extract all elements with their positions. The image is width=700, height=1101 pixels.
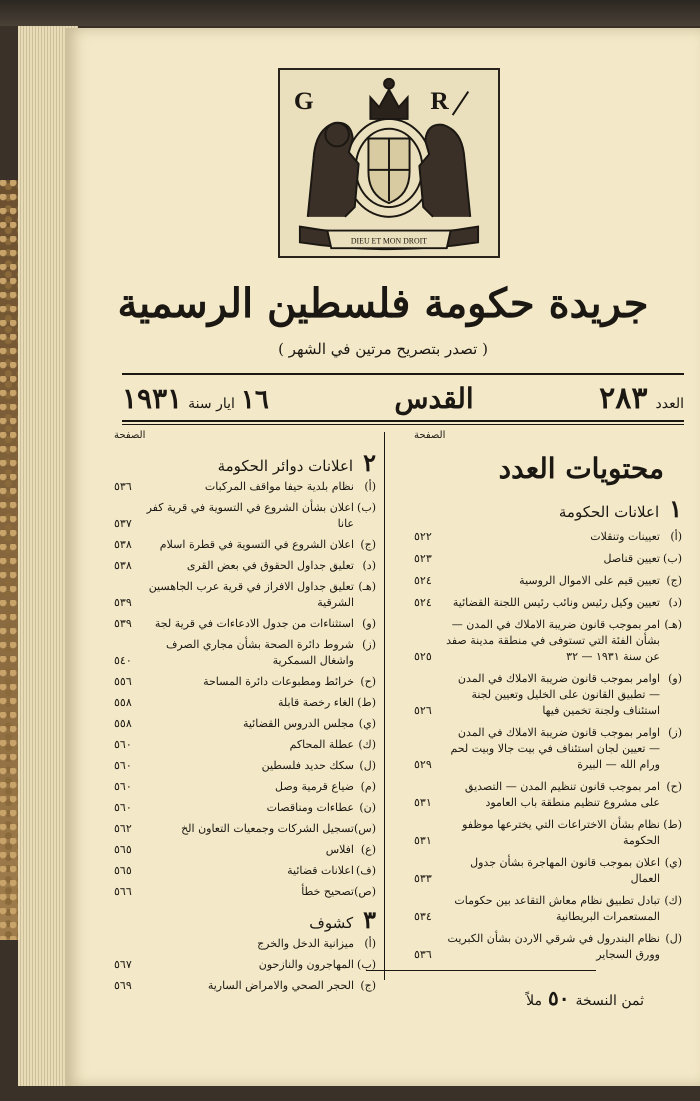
entry-letter: (م) (360, 780, 376, 793)
entry-page-number: ٥٢٢ (414, 530, 432, 543)
entry-letter: (ج) (360, 538, 376, 551)
page-column-header: الصفحة (414, 430, 446, 441)
contents-entry (114, 800, 376, 816)
masthead-rule-thin (122, 424, 684, 425)
entry-page-number: ٥٣٣ (414, 872, 432, 885)
contents-title: محتويات العدد (498, 452, 664, 485)
contents-entry (114, 863, 376, 879)
entry-page-number: ٥٦٠ (114, 780, 132, 793)
section-2-heading (114, 448, 376, 477)
arms-initial-r: R (430, 86, 449, 116)
entry-letter: (ح) (360, 675, 376, 688)
entry-text: المهاجرون والنازحون (258, 958, 354, 971)
entry-letter: (ع) (360, 843, 376, 856)
section-number: ١ (669, 494, 682, 523)
entry-letter: (ل) (665, 932, 682, 945)
entry-letter: (أ) (364, 937, 376, 950)
contents-entry (414, 617, 682, 665)
entry-letter: (د) (362, 559, 376, 572)
entry-page-number: ٥٦٦ (114, 885, 132, 898)
section-1-entries (414, 529, 682, 963)
gazette-subtitle: ( تصدر بتصريح مرتين في الشهر ) (278, 340, 488, 358)
date-month: ايار سنة (188, 395, 235, 412)
section-2 (114, 448, 376, 999)
entry-letter: (و) (362, 617, 376, 630)
contents-entry (114, 674, 376, 690)
entry-text: تعيينات وتنقلات (590, 530, 660, 543)
coat-of-arms-icon (280, 70, 498, 256)
page-column-header: الصفحة (114, 430, 146, 441)
contents-entry (414, 551, 682, 567)
entry-page-number: ٥٦٩ (114, 979, 132, 992)
entry-page-number: ٥٣٦ (114, 480, 132, 493)
entry-letter: (ز) (668, 726, 682, 739)
contents-entry (414, 893, 682, 925)
date-day: ١٦ (240, 384, 269, 415)
entry-text: مجلس الدروس القضائية (242, 717, 354, 730)
price-label: ثمن النسخة (575, 993, 644, 1009)
entry-text: امر بموجب قانون تنظيم المدن — التصديق على مشروع تنظيم منطقة باب العامود (464, 780, 660, 809)
contents-entry (114, 616, 376, 632)
contents-entry (414, 671, 682, 719)
entry-page-number: ٥٢٩ (414, 758, 432, 771)
contents-entry (114, 716, 376, 732)
place-name: القدس (394, 381, 474, 415)
contents-entry (414, 779, 682, 811)
contents-entry (414, 817, 682, 849)
contents-entry (114, 758, 376, 774)
contents-entry (114, 936, 376, 952)
entry-text: ضياع قرمية وصل (275, 780, 354, 793)
entry-letter: (ص) (354, 885, 376, 898)
entry-page-number: ٥٦٥ (114, 864, 132, 877)
entry-letter: (ب) (663, 552, 682, 565)
entry-letter: (ل) (359, 759, 376, 772)
issue-number: ٢٨٣ (599, 380, 648, 416)
entry-page-number: ٥٣٧ (114, 517, 132, 530)
contents-entry (114, 842, 376, 858)
entry-page-number: ٥٤٠ (114, 654, 132, 667)
entry-letter: (ب) (357, 501, 376, 514)
price-block (526, 986, 644, 1010)
price-rule (366, 970, 596, 971)
entry-text: تعيين قناصل (603, 552, 660, 565)
entry-text: نظام البندرول في شرقي الاردن بشأن الكبريت وورق السجاير (447, 932, 660, 961)
gazette-title: جريدة حكومة فلسطين الرسمية (117, 280, 649, 327)
entry-text: تعيين قيم على الاموال الروسية (519, 574, 660, 587)
entry-text: سكك حديد فلسطين (261, 759, 354, 772)
entry-text: افلاس (325, 843, 354, 856)
entry-text: تصحيح خطأ (301, 885, 354, 898)
entry-text: عطاءات ومناقصات (266, 801, 354, 814)
section-name: كشوف (309, 914, 354, 932)
entry-page-number: ٥٣٦ (414, 948, 432, 961)
section-name: اعلانات دوائر الحكومة (217, 457, 354, 475)
entry-text: اوامر بموجب قانون ضريبة الاملاك في المدن — تطبيق القانون على الخليل وتعيين لجنة استئناف ولجنة تخمين فيها (457, 672, 660, 717)
contents-entry (114, 500, 376, 532)
entry-text: تبادل تطبيق نظام معاش التقاعد بين حكومات المستعمرات البريطانية (454, 894, 660, 923)
arms-motto: DIEU ET MON DROIT (350, 236, 428, 246)
masthead-rule-bottom (122, 420, 684, 422)
entry-text: تسجيل الشركات وجمعيات التعاون الخ (181, 822, 354, 835)
section-3-heading (114, 905, 376, 934)
entry-text: نظام بشأن الاختراعات التي يخترعها موظفو الحكومة (462, 818, 660, 847)
entry-text: تعليق جداول الافراز في قرية عرب الجاهسين الشرقية (148, 580, 354, 609)
masthead-row (122, 378, 684, 418)
entry-page-number: ٥٦٢ (114, 822, 132, 835)
section-number: ٢ (363, 448, 376, 477)
contents-entry (414, 931, 682, 963)
entry-letter: (هـ) (664, 618, 682, 631)
contents-entry (114, 695, 376, 711)
section-1 (414, 494, 682, 969)
entry-page-number: ٥٣١ (414, 796, 432, 809)
entry-letter: (ج) (666, 574, 682, 587)
entry-page-number: ٥٦٠ (114, 759, 132, 772)
entry-text: شروط دائرة الصحة بشأن مجاري الصرف واشغال السمكرية (165, 638, 354, 667)
entry-letter: (ك) (358, 738, 376, 751)
entry-page-number: ٥٦٠ (114, 801, 132, 814)
contents-entry (114, 558, 376, 574)
entry-text: اعلان بموجب قانون المهاجرة بشأن جدول العمال (470, 856, 660, 885)
contents-entry (114, 537, 376, 553)
contents-entry (114, 637, 376, 669)
contents-entry (414, 855, 682, 887)
entry-page-number: ٥٥٨ (114, 696, 132, 709)
entry-text: تعليق جداول الحقوق في بعض القرى (186, 559, 354, 572)
entry-letter: (ج) (360, 979, 376, 992)
entry-page-number: ٥٦٠ (114, 738, 132, 751)
entry-text: الحجر الصحي والامراض السارية (207, 979, 354, 992)
entry-letter: (ي) (664, 856, 682, 869)
entry-page-number: ٥٢٣ (414, 552, 432, 565)
contents-entry (414, 595, 682, 611)
contents-entry (114, 479, 376, 495)
entry-page-number: ٥٣٤ (414, 910, 432, 923)
contents-entry (114, 821, 376, 837)
entry-page-number: ٥٢٦ (414, 704, 432, 717)
entry-page-number: ٥٥٨ (114, 717, 132, 730)
column-divider (384, 432, 385, 980)
marbled-cover (0, 180, 20, 940)
price-unit: ملاً (526, 993, 542, 1009)
issue-label: العدد (655, 395, 684, 412)
entry-letter: (ف) (356, 864, 376, 877)
entry-page-number: ٥٢٥ (414, 650, 432, 663)
contents-entry (114, 779, 376, 795)
entry-page-number: ٥٣٨ (114, 559, 132, 572)
entry-letter: (ي) (358, 717, 376, 730)
section-1-heading (414, 494, 682, 523)
entry-text: نظام بلدية حيفا مواقف المركبات (204, 480, 354, 493)
entry-letter: (أ) (670, 530, 682, 543)
entry-page-number: ٥٥٦ (114, 675, 132, 688)
section-name: اعلانات الحكومة (558, 503, 660, 521)
price-value: ٥٠ (548, 986, 570, 1010)
section-3-entries (114, 936, 376, 994)
entry-page-number: ٥٣١ (414, 834, 432, 847)
contents-entry (414, 573, 682, 589)
entry-letter: (ن) (359, 801, 376, 814)
issue-block (599, 381, 684, 416)
entry-page-number: ٥٦٥ (114, 843, 132, 856)
entry-text: اعلان الشروع في التسوية في قطرة اسلام (159, 538, 354, 551)
coat-of-arms (278, 68, 500, 258)
entry-text: امر بموجب قانون ضريبة الاملاك في المدن — بشأن الفئة التي تستوفى في منطقة مدينة صفد عن سنة ١٩٣١ — ٣٢ (446, 618, 660, 663)
contents-entry (414, 529, 682, 545)
entry-text: اعلانات قضائية (287, 864, 354, 877)
contents-entry (114, 957, 376, 973)
entry-page-number: ٥٦٧ (114, 958, 132, 971)
entry-letter: (ز) (362, 638, 376, 651)
date-year: ١٩٣١ (122, 381, 183, 415)
entry-page-number: ٥٣٨ (114, 538, 132, 551)
entry-page-number: ٥٢٤ (414, 596, 432, 609)
entry-page-number: ٥٢٤ (414, 574, 432, 587)
entry-text: عطلة المحاكم (289, 738, 354, 751)
entry-page-number: ٥٣٩ (114, 617, 132, 630)
book-top-edge (0, 0, 700, 26)
entry-letter: (ك) (664, 894, 682, 907)
arms-initial-g: G (293, 86, 314, 116)
entry-letter: (س) (353, 822, 376, 835)
contents-entry (114, 978, 376, 994)
contents-entry (414, 725, 682, 773)
entry-text: اوامر بموجب قانون ضريبة الاملاك في المدن — تعيين لجان استئناف في بيت جالا وبيت لحم ورام الله — البيرة (450, 726, 660, 771)
entry-text: خرائط ومطبوعات دائرة المساحة (203, 675, 354, 688)
entry-page-number: ٥٣٩ (114, 596, 132, 609)
entry-letter: (أ) (364, 480, 376, 493)
masthead-rule-top (122, 373, 684, 375)
entry-text: اعلان بشأن الشروع في التسوية في قرية كفر عانا (146, 501, 354, 530)
gazette-page (66, 28, 700, 1086)
entry-letter: (ب) (357, 958, 376, 971)
entry-text: الغاء رخصة قابلة (278, 696, 354, 709)
entry-text: تعيين وكيل رئيس ونائب رئيس اللجنة القضائية (452, 596, 660, 609)
section-2-entries (114, 479, 376, 900)
contents-entry (114, 579, 376, 611)
date-block (122, 382, 269, 415)
contents-entry (114, 737, 376, 753)
entry-letter: (ط) (663, 818, 682, 831)
entry-letter: (هـ) (358, 580, 376, 593)
entry-letter: (ح) (666, 780, 682, 793)
entry-letter: (د) (668, 596, 682, 609)
entry-letter: (و) (668, 672, 682, 685)
entry-text: ميزانية الدخل والخرج (257, 937, 354, 950)
contents-entry (114, 884, 376, 900)
entry-text: استثناءات من جدول الادعاءات في قرية لجة (154, 617, 354, 630)
entry-letter: (ط) (357, 696, 376, 709)
section-number: ٣ (363, 905, 376, 934)
